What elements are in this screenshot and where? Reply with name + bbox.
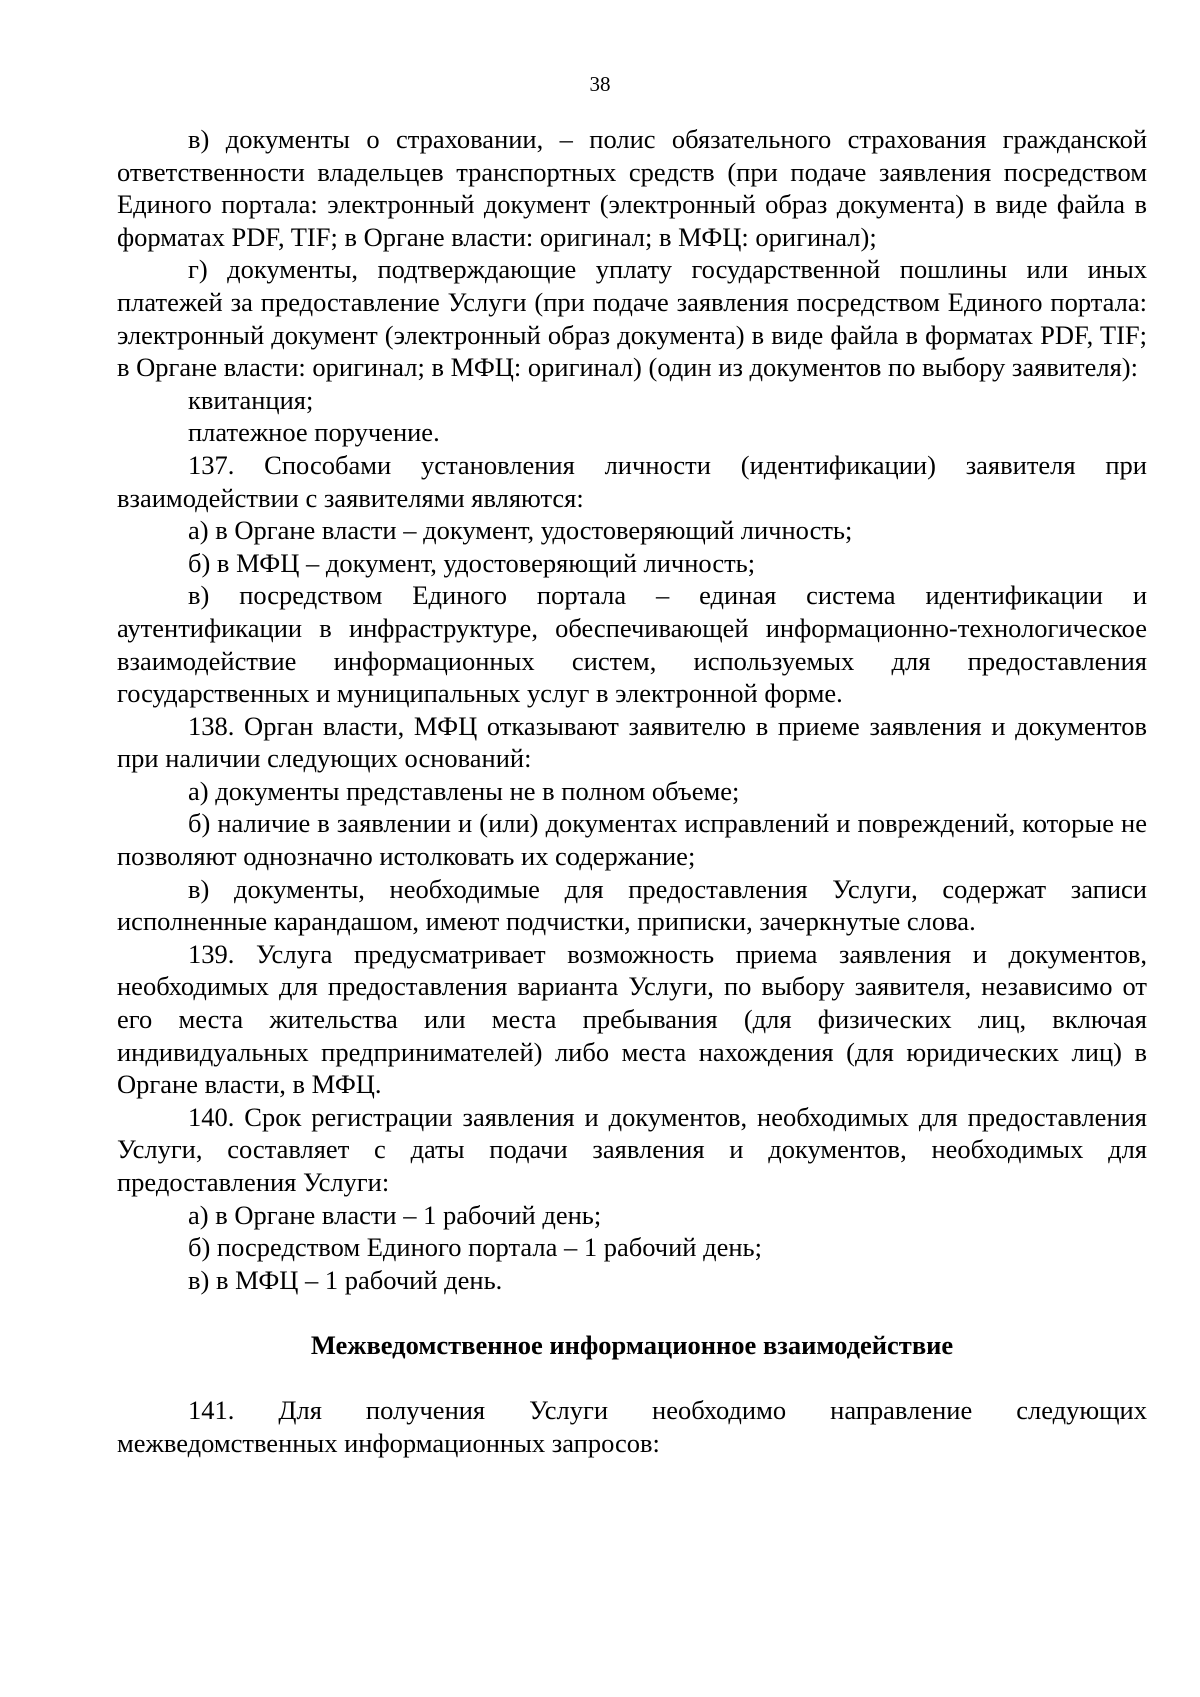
paragraph-140-v: в) в МФЦ – 1 рабочий день. (188, 1264, 503, 1295)
paragraph-137-a: а) в Органе власти – документ, удостоверяющий личность; (188, 515, 853, 546)
paragraph-141: 141. Для получения Услуги необходимо направление следующих межведомственных информационных запросов: (117, 1395, 1147, 1458)
paragraph-139: 139. Услуга предусматривает возможность приема заявления и документов, необходимых для предоставления варианта Услуги, по выбору заявителя, независимо от его места жительства или места пребывания (для физических лиц, включая индивидуальных предпринимателей) либо места нахождения (для юридических лиц) в Органе власти, в МФЦ. (117, 938, 1147, 1100)
paragraph-137-v: в) посредством Единого портала – единая система идентификации и аутентификации в инфраструктуре, обеспечивающей информационно-технологическое взаимодействие информационных систем, используемых для предоставления государственных и муниципальных услуг в электронной форме. (117, 580, 1147, 709)
document-body (117, 123, 1147, 1459)
paragraph-140: 140. Срок регистрации заявления и документов, необходимых для предоставления Услуги, составляет с даты подачи заявления и документов, необходимых для предоставления Услуги: (117, 1101, 1147, 1197)
paragraph-138: 138. Орган власти, МФЦ отказывают заявителю в приеме заявления и документов при наличии следующих оснований: (117, 710, 1147, 774)
paragraph-insurance-documents: в) документы о страховании, – полис обязательного страхования гражданской ответственности владельцев транспортных средств (при подаче заявления посредством Единого портала: электронный документ (электронный образ документа) в виде файла в форматах PDF, TIF; в Органе власти: оригинал; в МФЦ: оригинал); (117, 124, 1147, 252)
paragraph-140-b: б) посредством Единого портала – 1 рабочий день; (188, 1232, 762, 1263)
paragraph-138-v: в) документы, необходимые для предоставления Услуги, содержат записи исполненные карандашом, имеют подчистки, приписки, зачеркнутые слова. (117, 873, 1147, 937)
paragraph-fee-payment-documents: г) документы, подтверждающие уплату государственной пошлины или иных платежей за предоставление Услуги (при подаче заявления посредством Единого портала: электронный документ (электронный образ документа) в виде файла в форматах PDF, TIF; в Органе власти: оригинал; в МФЦ: оригинал) (один из документов по выбору заявителя): (117, 254, 1147, 383)
paragraph-137: 137. Способами установления личности (идентификации) заявителя при взаимодействии с заявителями являются: (117, 449, 1147, 513)
paragraph-payment-order: платежное поручение. (188, 417, 440, 448)
paragraph-138-a: а) документы представлены не в полном объеме; (188, 775, 740, 806)
paragraph-receipt: квитанция; (188, 384, 314, 415)
paragraph-137-b: б) в МФЦ – документ, удостоверяющий личность; (188, 547, 756, 578)
section-heading: Межведомственное информационное взаимодействие (310, 1329, 954, 1360)
paragraph-140-a: а) в Органе власти – 1 рабочий день; (188, 1199, 602, 1230)
page-number: 38 (589, 72, 611, 96)
paragraph-138-b: б) наличие в заявлении и (или) документах исправлений и повреждений, которые не позволяют однозначно истолковать их содержание; (117, 808, 1147, 872)
